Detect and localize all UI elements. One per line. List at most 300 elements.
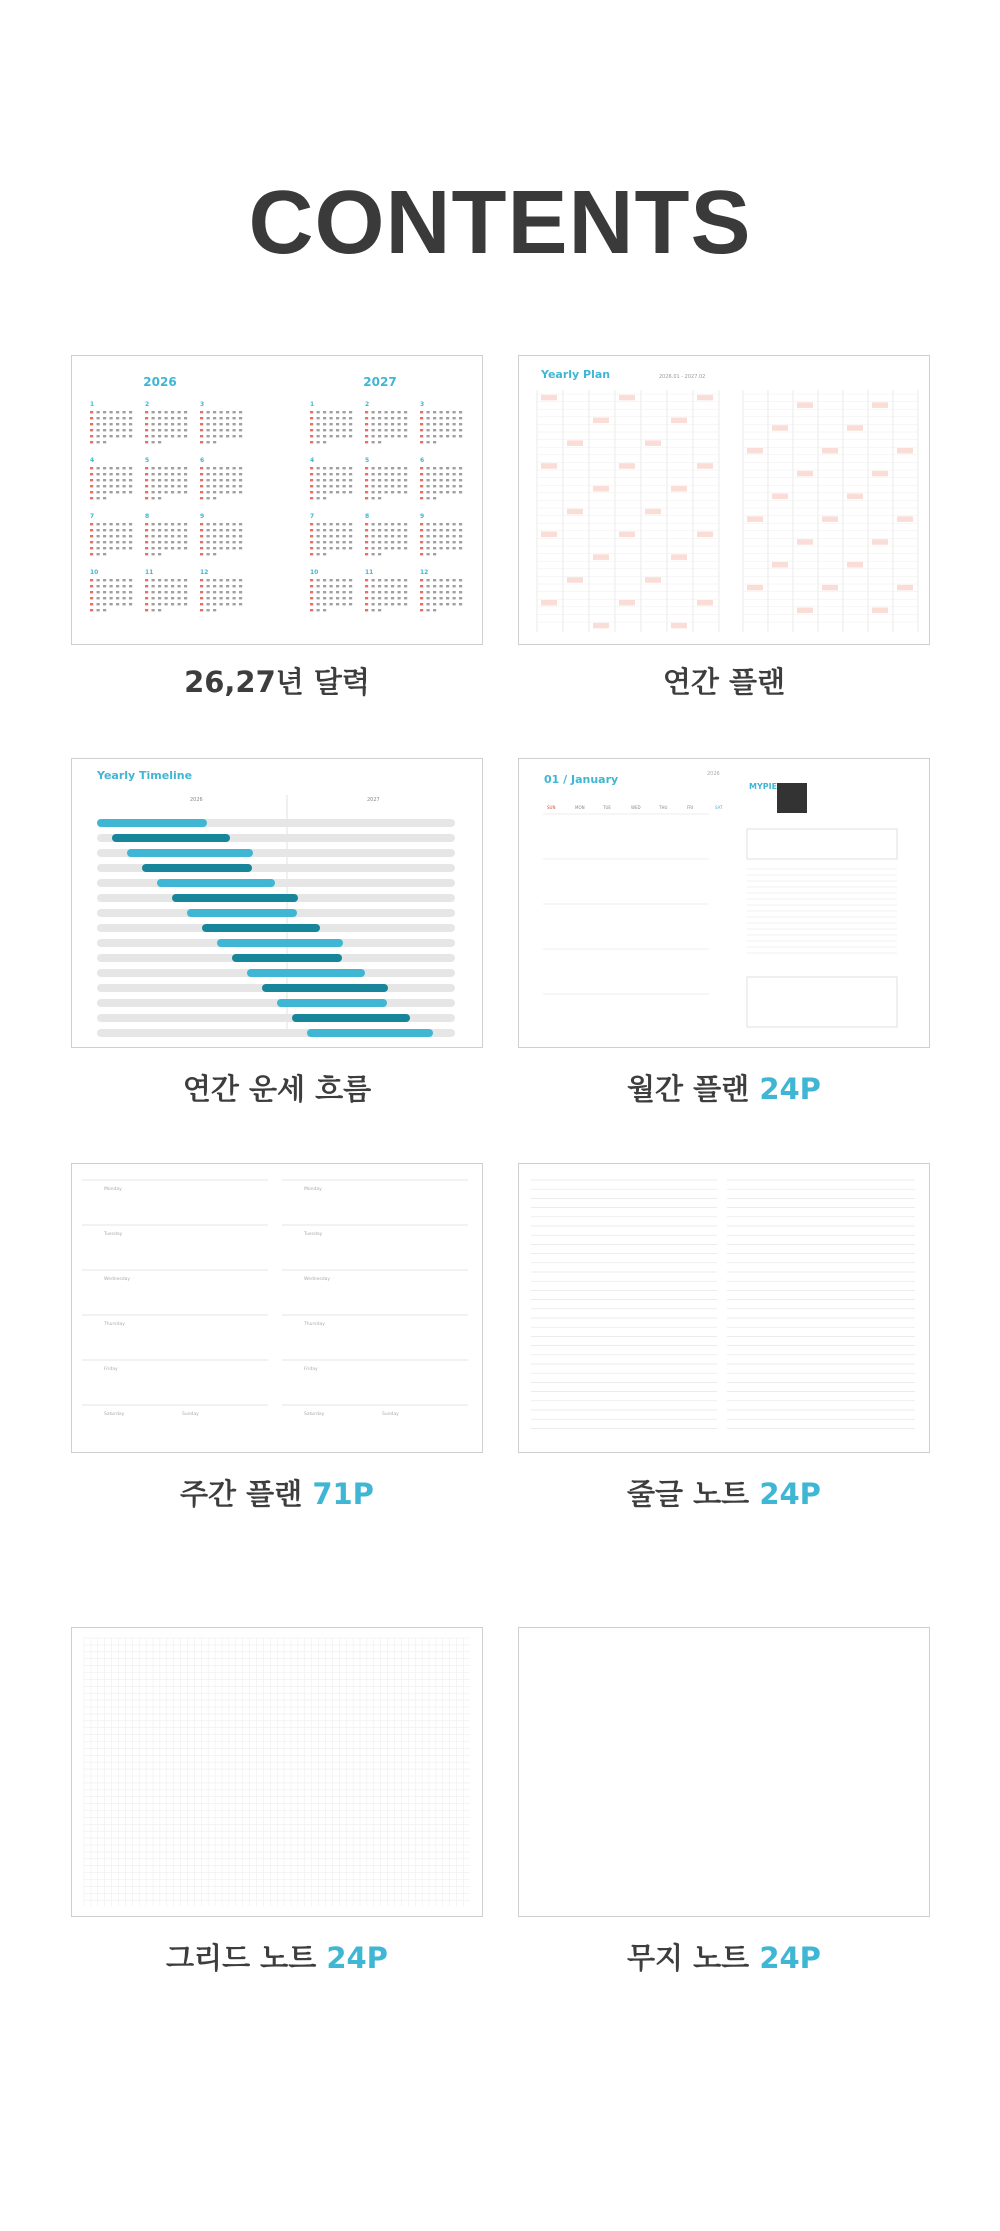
calendar-day-mark bbox=[129, 597, 132, 599]
calendar-day-mark bbox=[317, 435, 320, 437]
caption-grid-note bbox=[71, 1936, 483, 1977]
calendar-day-mark bbox=[433, 547, 436, 549]
weekly-day-name: Wednesday bbox=[104, 1277, 131, 1282]
calendar-day-mark bbox=[145, 553, 148, 555]
calendar-day-mark bbox=[446, 411, 449, 413]
calendar-day-mark bbox=[365, 485, 368, 487]
calendar-day-mark bbox=[365, 435, 368, 437]
calendar-day-mark bbox=[391, 411, 394, 413]
calendar-day-mark bbox=[323, 423, 326, 425]
calendar-day-mark bbox=[213, 485, 216, 487]
calendar-day-mark bbox=[372, 535, 375, 537]
yearly-plan-highlight bbox=[671, 486, 687, 492]
calendar-day-mark bbox=[116, 535, 119, 537]
calendar-day-mark bbox=[184, 541, 187, 543]
calendar-day-mark bbox=[378, 429, 381, 431]
calendar-day-mark bbox=[103, 441, 106, 443]
weekly-weekend-name: Saturday bbox=[104, 1412, 125, 1417]
calendar-day-mark bbox=[90, 467, 93, 469]
calendar-day-mark bbox=[158, 429, 161, 431]
calendar-day-mark bbox=[310, 529, 313, 531]
calendar-day-mark bbox=[152, 553, 155, 555]
calendar-day-mark bbox=[97, 541, 100, 543]
thumbnail-calendar[interactable] bbox=[71, 355, 483, 645]
calendar-day-mark bbox=[365, 423, 368, 425]
calendar-day-mark bbox=[427, 467, 430, 469]
calendar-day-mark bbox=[152, 467, 155, 469]
calendar-day-mark bbox=[239, 535, 242, 537]
calendar-day-mark bbox=[440, 597, 443, 599]
calendar-day-mark bbox=[110, 417, 113, 419]
calendar-day-mark bbox=[317, 597, 320, 599]
calendar-day-mark bbox=[213, 497, 216, 499]
calendar-day-mark bbox=[239, 529, 242, 531]
calendar-month-number: 9 bbox=[420, 513, 425, 520]
thumbnail-yearly-timeline[interactable] bbox=[71, 758, 483, 1048]
calendar-day-mark bbox=[404, 411, 407, 413]
calendar-day-mark bbox=[433, 529, 436, 531]
yearly-plan-highlight bbox=[697, 600, 713, 606]
caption-label: 월간 플랜 bbox=[627, 1072, 750, 1106]
calendar-day-mark bbox=[158, 529, 161, 531]
monthly-title: 01 / January bbox=[544, 773, 619, 786]
calendar-day-mark bbox=[239, 467, 242, 469]
calendar-day-mark bbox=[323, 473, 326, 475]
calendar-day-mark bbox=[391, 585, 394, 587]
calendar-day-mark bbox=[372, 541, 375, 543]
yearly-plan-highlight bbox=[697, 532, 713, 538]
yearly-plan-title: Yearly Plan bbox=[541, 368, 611, 381]
calendar-day-mark bbox=[427, 491, 430, 493]
calendar-day-mark bbox=[385, 473, 388, 475]
caption-label: 26,27년 달력 bbox=[184, 665, 370, 699]
calendar-day-mark bbox=[459, 473, 462, 475]
calendar-day-mark bbox=[184, 547, 187, 549]
calendar-day-mark bbox=[330, 429, 333, 431]
calendar-day-mark bbox=[349, 541, 352, 543]
calendar-day-mark bbox=[317, 523, 320, 525]
calendar-day-mark bbox=[427, 435, 430, 437]
calendar-day-mark bbox=[158, 579, 161, 581]
calendar-day-mark bbox=[178, 429, 181, 431]
calendar-day-mark bbox=[220, 485, 223, 487]
calendar-day-mark bbox=[213, 553, 216, 555]
monthly-review-box bbox=[747, 977, 897, 1027]
calendar-day-mark bbox=[310, 535, 313, 537]
calendar-day-mark bbox=[207, 597, 210, 599]
yearly-plan-highlight bbox=[671, 623, 687, 629]
calendar-day-mark bbox=[90, 603, 93, 605]
calendar-day-mark bbox=[90, 585, 93, 587]
calendar-day-mark bbox=[129, 411, 132, 413]
weekly-day-name: Thursday bbox=[304, 1322, 325, 1327]
calendar-day-mark bbox=[165, 435, 168, 437]
calendar-day-mark bbox=[165, 417, 168, 419]
calendar-day-mark bbox=[336, 529, 339, 531]
calendar-day-mark bbox=[378, 535, 381, 537]
calendar-day-mark bbox=[427, 579, 430, 581]
calendar-day-mark bbox=[171, 423, 174, 425]
calendar-day-mark bbox=[178, 473, 181, 475]
calendar-day-mark bbox=[420, 479, 423, 481]
calendar-day-mark bbox=[446, 603, 449, 605]
calendar-day-mark bbox=[165, 579, 168, 581]
calendar-day-mark bbox=[433, 479, 436, 481]
calendar-day-mark bbox=[317, 479, 320, 481]
calendar-day-mark bbox=[453, 429, 456, 431]
calendar-day-mark bbox=[317, 609, 320, 611]
calendar-day-mark bbox=[233, 491, 236, 493]
calendar-day-mark bbox=[165, 529, 168, 531]
calendar-day-mark bbox=[440, 473, 443, 475]
calendar-day-mark bbox=[158, 491, 161, 493]
calendar-month-number: 6 bbox=[200, 457, 205, 464]
calendar-day-mark bbox=[317, 441, 320, 443]
calendar-day-mark bbox=[378, 491, 381, 493]
calendar-day-mark bbox=[378, 485, 381, 487]
yearly-plan-highlight bbox=[567, 440, 583, 446]
calendar-day-mark bbox=[365, 441, 368, 443]
calendar-day-mark bbox=[378, 541, 381, 543]
calendar-month-number: 8 bbox=[145, 513, 150, 520]
calendar-day-mark bbox=[233, 423, 236, 425]
calendar-day-mark bbox=[420, 417, 423, 419]
caption-pages: 24P bbox=[326, 1941, 388, 1975]
calendar-day-mark bbox=[184, 529, 187, 531]
calendar-day-mark bbox=[310, 597, 313, 599]
caption-label: 주간 플랜 bbox=[180, 1477, 303, 1511]
calendar-day-mark bbox=[404, 585, 407, 587]
calendar-day-mark bbox=[446, 591, 449, 593]
calendar-day-mark bbox=[336, 473, 339, 475]
yearly-plan-highlight bbox=[772, 425, 788, 431]
calendar-day-mark bbox=[226, 417, 229, 419]
calendar-day-mark bbox=[365, 467, 368, 469]
calendar-day-mark bbox=[378, 473, 381, 475]
calendar-day-mark bbox=[459, 603, 462, 605]
calendar-day-mark bbox=[171, 535, 174, 537]
calendar-day-mark bbox=[239, 423, 242, 425]
calendar-day-mark bbox=[349, 429, 352, 431]
thumbnail-monthly-plan[interactable] bbox=[518, 758, 930, 1048]
calendar-day-mark bbox=[110, 585, 113, 587]
yearly-plan-highlight bbox=[772, 494, 788, 500]
calendar-day-mark bbox=[404, 535, 407, 537]
calendar-day-mark bbox=[200, 485, 203, 487]
calendar-day-mark bbox=[317, 541, 320, 543]
calendar-day-mark bbox=[385, 467, 388, 469]
calendar-day-mark bbox=[310, 411, 313, 413]
yearly-plan-highlight bbox=[847, 562, 863, 568]
calendar-day-mark bbox=[372, 467, 375, 469]
calendar-day-mark bbox=[178, 491, 181, 493]
calendar-day-mark bbox=[103, 579, 106, 581]
weekly-weekend-name: Saturday bbox=[304, 1412, 325, 1417]
calendar-day-mark bbox=[226, 429, 229, 431]
calendar-day-mark bbox=[453, 417, 456, 419]
yearly-plan-highlight bbox=[872, 402, 888, 408]
weekly-day-name: Monday bbox=[104, 1187, 122, 1192]
calendar-day-mark bbox=[213, 603, 216, 605]
calendar-day-mark bbox=[349, 535, 352, 537]
calendar-day-mark bbox=[152, 541, 155, 543]
calendar-day-mark bbox=[171, 479, 174, 481]
calendar-day-mark bbox=[97, 609, 100, 611]
calendar-day-mark bbox=[129, 435, 132, 437]
calendar-day-mark bbox=[158, 423, 161, 425]
calendar-day-mark bbox=[90, 553, 93, 555]
calendar-day-mark bbox=[233, 417, 236, 419]
calendar-day-mark bbox=[145, 579, 148, 581]
calendar-day-mark bbox=[330, 523, 333, 525]
calendar-day-mark bbox=[398, 479, 401, 481]
calendar-day-mark bbox=[459, 485, 462, 487]
timeline-year: 2026 bbox=[190, 797, 203, 803]
calendar-day-mark bbox=[207, 591, 210, 593]
calendar-day-mark bbox=[233, 597, 236, 599]
calendar-day-mark bbox=[365, 591, 368, 593]
calendar-day-mark bbox=[129, 541, 132, 543]
calendar-day-mark bbox=[110, 597, 113, 599]
calendar-day-mark bbox=[233, 603, 236, 605]
calendar-day-mark bbox=[372, 491, 375, 493]
calendar-day-mark bbox=[200, 523, 203, 525]
calendar-day-mark bbox=[207, 497, 210, 499]
calendar-day-mark bbox=[385, 429, 388, 431]
calendar-day-mark bbox=[213, 417, 216, 419]
calendar-day-mark bbox=[220, 591, 223, 593]
calendar-day-mark bbox=[365, 597, 368, 599]
calendar-day-mark bbox=[427, 541, 430, 543]
timeline-bar bbox=[277, 999, 387, 1007]
calendar-day-mark bbox=[343, 479, 346, 481]
thumbnail-grid-note[interactable] bbox=[71, 1627, 483, 1917]
caption-pages: 24P bbox=[759, 1941, 821, 1975]
calendar-day-mark bbox=[129, 579, 132, 581]
calendar-day-mark bbox=[116, 585, 119, 587]
calendar-day-mark bbox=[152, 429, 155, 431]
yearly-plan-highlight bbox=[772, 562, 788, 568]
timeline-bar bbox=[217, 939, 343, 947]
weekly-plan-preview bbox=[72, 1164, 481, 1451]
calendar-day-mark bbox=[427, 441, 430, 443]
calendar-day-mark bbox=[145, 491, 148, 493]
calendar-day-mark bbox=[110, 591, 113, 593]
calendar-day-mark bbox=[398, 473, 401, 475]
calendar-day-mark bbox=[440, 429, 443, 431]
calendar-day-mark bbox=[90, 485, 93, 487]
calendar-day-mark bbox=[207, 523, 210, 525]
calendar-day-mark bbox=[343, 585, 346, 587]
calendar-day-mark bbox=[110, 411, 113, 413]
calendar-day-mark bbox=[90, 479, 93, 481]
calendar-day-mark bbox=[171, 429, 174, 431]
calendar-day-mark bbox=[110, 429, 113, 431]
calendar-day-mark bbox=[385, 411, 388, 413]
calendar-day-mark bbox=[459, 435, 462, 437]
calendar-day-mark bbox=[171, 523, 174, 525]
calendar-day-mark bbox=[343, 579, 346, 581]
calendar-day-mark bbox=[165, 411, 168, 413]
calendar-day-mark bbox=[233, 523, 236, 525]
calendar-day-mark bbox=[459, 467, 462, 469]
calendar-day-mark bbox=[420, 473, 423, 475]
calendar-day-mark bbox=[200, 547, 203, 549]
calendar-day-mark bbox=[129, 585, 132, 587]
calendar-day-mark bbox=[343, 547, 346, 549]
calendar-day-mark bbox=[310, 579, 313, 581]
calendar-day-mark bbox=[391, 479, 394, 481]
calendar-day-mark bbox=[97, 579, 100, 581]
caption-pages: 24P bbox=[759, 1072, 821, 1106]
calendar-day-mark bbox=[123, 411, 126, 413]
thumbnail-lined-note[interactable] bbox=[518, 1163, 930, 1453]
calendar-day-mark bbox=[420, 547, 423, 549]
calendar-day-mark bbox=[420, 429, 423, 431]
calendar-day-mark bbox=[116, 529, 119, 531]
calendar-day-mark bbox=[323, 547, 326, 549]
calendar-day-mark bbox=[378, 523, 381, 525]
calendar-day-mark bbox=[343, 529, 346, 531]
calendar-month-number: 5 bbox=[145, 457, 150, 464]
calendar-day-mark bbox=[446, 479, 449, 481]
calendar-day-mark bbox=[349, 479, 352, 481]
calendar-day-mark bbox=[145, 411, 148, 413]
calendar-day-mark bbox=[97, 535, 100, 537]
calendar-day-mark bbox=[459, 411, 462, 413]
calendar-day-mark bbox=[220, 467, 223, 469]
weekly-day-name: Tuesday bbox=[104, 1232, 123, 1237]
page-title: CONTENTS bbox=[248, 173, 752, 273]
calendar-day-mark bbox=[404, 429, 407, 431]
calendar-day-mark bbox=[145, 529, 148, 531]
calendar-day-mark bbox=[446, 467, 449, 469]
timeline-bar bbox=[97, 819, 207, 827]
calendar-day-mark bbox=[459, 579, 462, 581]
calendar-day-mark bbox=[372, 497, 375, 499]
calendar-day-mark bbox=[110, 479, 113, 481]
calendar-day-mark bbox=[152, 423, 155, 425]
calendar-day-mark bbox=[145, 597, 148, 599]
calendar-day-mark bbox=[372, 473, 375, 475]
calendar-day-mark bbox=[398, 597, 401, 599]
calendar-day-mark bbox=[323, 603, 326, 605]
calendar-day-mark bbox=[440, 523, 443, 525]
calendar-day-mark bbox=[213, 441, 216, 443]
calendar-day-mark bbox=[385, 585, 388, 587]
calendar-day-mark bbox=[420, 597, 423, 599]
calendar-day-mark bbox=[398, 547, 401, 549]
calendar-day-mark bbox=[378, 603, 381, 605]
calendar-day-mark bbox=[129, 429, 132, 431]
calendar-day-mark bbox=[200, 441, 203, 443]
calendar-day-mark bbox=[123, 423, 126, 425]
calendar-day-mark bbox=[349, 417, 352, 419]
calendar-day-mark bbox=[323, 435, 326, 437]
thumbnail-yearly-plan[interactable] bbox=[518, 355, 930, 645]
calendar-day-mark bbox=[440, 467, 443, 469]
calendar-day-mark bbox=[165, 591, 168, 593]
calendar-day-mark bbox=[330, 485, 333, 487]
calendar-day-mark bbox=[226, 597, 229, 599]
calendar-day-mark bbox=[391, 423, 394, 425]
calendar-day-mark bbox=[158, 479, 161, 481]
calendar-day-mark bbox=[323, 497, 326, 499]
calendar-day-mark bbox=[385, 541, 388, 543]
calendar-day-mark bbox=[184, 585, 187, 587]
calendar-day-mark bbox=[123, 585, 126, 587]
monthly-weekday: MON bbox=[575, 805, 585, 810]
calendar-day-mark bbox=[372, 523, 375, 525]
calendar-day-mark bbox=[178, 423, 181, 425]
calendar-day-mark bbox=[123, 479, 126, 481]
calendar-day-mark bbox=[459, 423, 462, 425]
calendar-day-mark bbox=[427, 411, 430, 413]
calendar-day-mark bbox=[365, 497, 368, 499]
calendar-day-mark bbox=[336, 491, 339, 493]
yearly-plan-highlight bbox=[747, 448, 763, 454]
thumbnail-blank-note[interactable] bbox=[518, 1627, 930, 1917]
thumbnail-weekly-plan[interactable] bbox=[71, 1163, 483, 1453]
calendar-day-mark bbox=[158, 441, 161, 443]
calendar-day-mark bbox=[171, 529, 174, 531]
calendar-day-mark bbox=[378, 585, 381, 587]
calendar-day-mark bbox=[427, 497, 430, 499]
calendar-day-mark bbox=[171, 435, 174, 437]
calendar-day-mark bbox=[207, 417, 210, 419]
calendar-day-mark bbox=[165, 423, 168, 425]
calendar-day-mark bbox=[336, 547, 339, 549]
yearly-plan-highlight bbox=[697, 395, 713, 401]
calendar-day-mark bbox=[239, 479, 242, 481]
calendar-day-mark bbox=[184, 579, 187, 581]
calendar-day-mark bbox=[184, 603, 187, 605]
calendar-day-mark bbox=[446, 429, 449, 431]
calendar-day-mark bbox=[207, 473, 210, 475]
calendar-day-mark bbox=[178, 535, 181, 537]
calendar-day-mark bbox=[103, 541, 106, 543]
calendar-month-number: 1 bbox=[310, 401, 315, 408]
calendar-day-mark bbox=[239, 579, 242, 581]
calendar-day-mark bbox=[385, 479, 388, 481]
yearly-plan-highlight bbox=[593, 418, 609, 424]
calendar-day-mark bbox=[90, 541, 93, 543]
calendar-day-mark bbox=[453, 523, 456, 525]
calendar-day-mark bbox=[152, 547, 155, 549]
calendar-day-mark bbox=[349, 585, 352, 587]
calendar-day-mark bbox=[446, 423, 449, 425]
calendar-day-mark bbox=[372, 529, 375, 531]
calendar-day-mark bbox=[239, 585, 242, 587]
calendar-day-mark bbox=[323, 553, 326, 555]
calendar-month-number: 11 bbox=[145, 569, 154, 576]
calendar-day-mark bbox=[90, 597, 93, 599]
yearly-plan-highlight bbox=[797, 402, 813, 408]
calendar-day-mark bbox=[398, 417, 401, 419]
calendar-day-mark bbox=[323, 609, 326, 611]
calendar-day-mark bbox=[349, 473, 352, 475]
calendar-day-mark bbox=[427, 603, 430, 605]
calendar-day-mark bbox=[453, 585, 456, 587]
calendar-day-mark bbox=[220, 411, 223, 413]
calendar-day-mark bbox=[323, 411, 326, 413]
calendar-day-mark bbox=[385, 423, 388, 425]
calendar-day-mark bbox=[152, 609, 155, 611]
calendar-day-mark bbox=[171, 491, 174, 493]
calendar-day-mark bbox=[317, 585, 320, 587]
calendar-day-mark bbox=[330, 423, 333, 425]
calendar-day-mark bbox=[453, 591, 456, 593]
